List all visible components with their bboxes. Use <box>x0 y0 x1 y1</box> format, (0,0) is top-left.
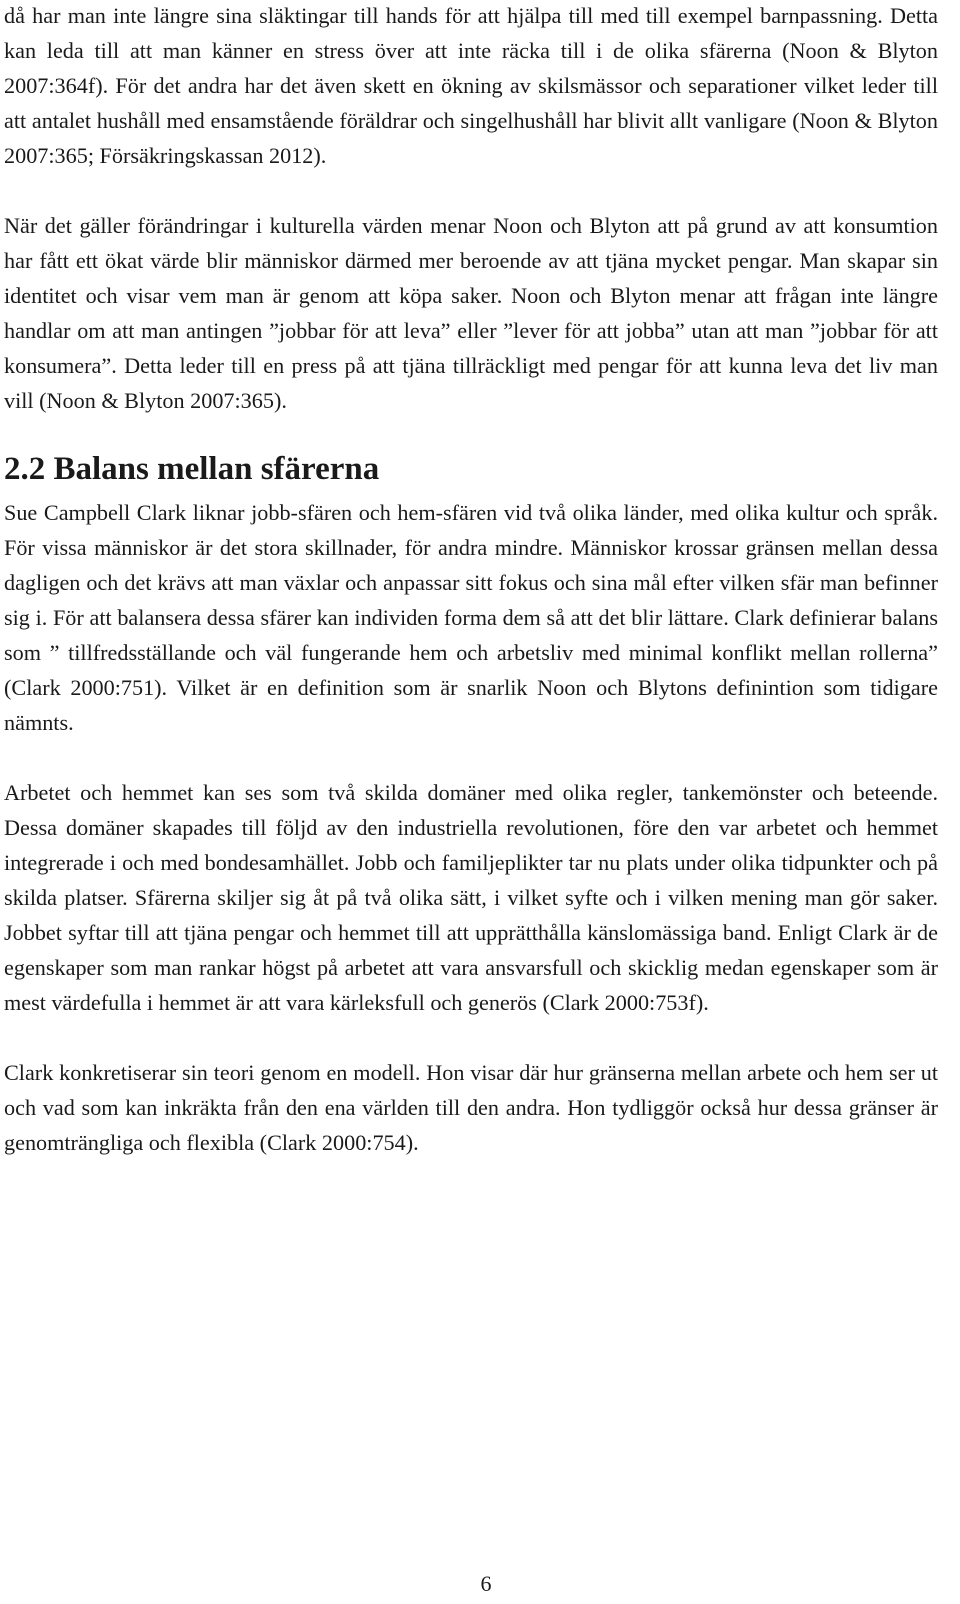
section-heading: 2.2 Balans mellan sfärerna <box>4 451 380 487</box>
page-number: 6 <box>480 1571 492 1596</box>
document-page <box>4 0 938 1160</box>
paragraph-clark-balance: Sue Campbell Clark liknar jobb-sfären och hem-sfären vid två olika länder, med olika kultur och språk. För vissa människor är det stora skillnader, för andra mindre. Människor krossar gränsen mellan dessa dagligen och det krävs att man växlar och anpassar sitt fokus och sina mål efter vilken sfär man befinner sig i. För att balansera dessa sfärer kan individen forma dem så att det blir lättare. Clark definierar balans som ” tillfredsställande och väl fungerande hem och arbetsliv med minimal konflikt mellan rollerna” (Clark 2000:751). Vilket är en definition som är snarlik Noon och Blytons definintion som tidigare nämnts. <box>4 500 938 735</box>
paragraph-work-home-domains: Arbetet och hemmet kan ses som två skilda domäner med olika regler, tankemönster och beteende. Dessa domäner skapades till följd av den industriella revolutionen, före den var arbetet och hemmet integrerade i och med bondesamhället. Jobb och familjeplikter tar nu plats under olika tidpunkter och på skilda platser. Sfärerna skiljer sig åt på två olika sätt, i vilket syfte och i vilken mening man gör saker. Jobbet syftar till att tjäna pengar och hemmet till att upprätthålla känslomässiga band. Enligt Clark är de egenskaper som man rankar högst på arbetet att vara ansvarsfull och skicklig medan egenskaper som är mest värdefulla i hemmet är att vara kärleksfull och generös (Clark 2000:753f). <box>4 780 938 1015</box>
paragraph-cultural-values: När det gäller förändringar i kulturella värden menar Noon och Blyton att på grund av att konsumtion har fått ett ökat värde blir människor därmed mer beroende av att tjäna mycket pengar. Man skapar sin identitet och visar vem man är genom att köpa saker. Noon och Blyton menar att frågan inte längre handlar om att man antingen ”jobbar för att leva” eller ”lever för att jobba” utan att man ”jobbar för att konsumera”. Detta leder till en press på att tjäna tillräckligt med pengar för att kunna leva det liv man vill (Noon & Blyton 2007:365). <box>4 213 938 413</box>
paragraph-clark-model: Clark konkretiserar sin teori genom en modell. Hon visar där hur gränserna mellan arbete och hem ser ut och vad som kan inkräkta från den ena världen till den andra. Hon tydliggör också hur dessa gränser är genomträngliga och flexibla (Clark 2000:754). <box>4 1060 938 1155</box>
paragraph-family-changes: då har man inte längre sina släktingar till hands för att hjälpa till med till exempel barnpassning. Detta kan leda till att man känner en stress över att inte räcka till i de olika sfärerna (Noon & Blyton 2007:364f). För det andra har det även skett en ökning av skilsmässor och separationer vilket leder till att antalet hushåll med ensamstående föräldrar och singelhushåll har blivit allt vanligare (Noon & Blyton 2007:365; Försäkringskassan 2012). <box>4 3 938 168</box>
